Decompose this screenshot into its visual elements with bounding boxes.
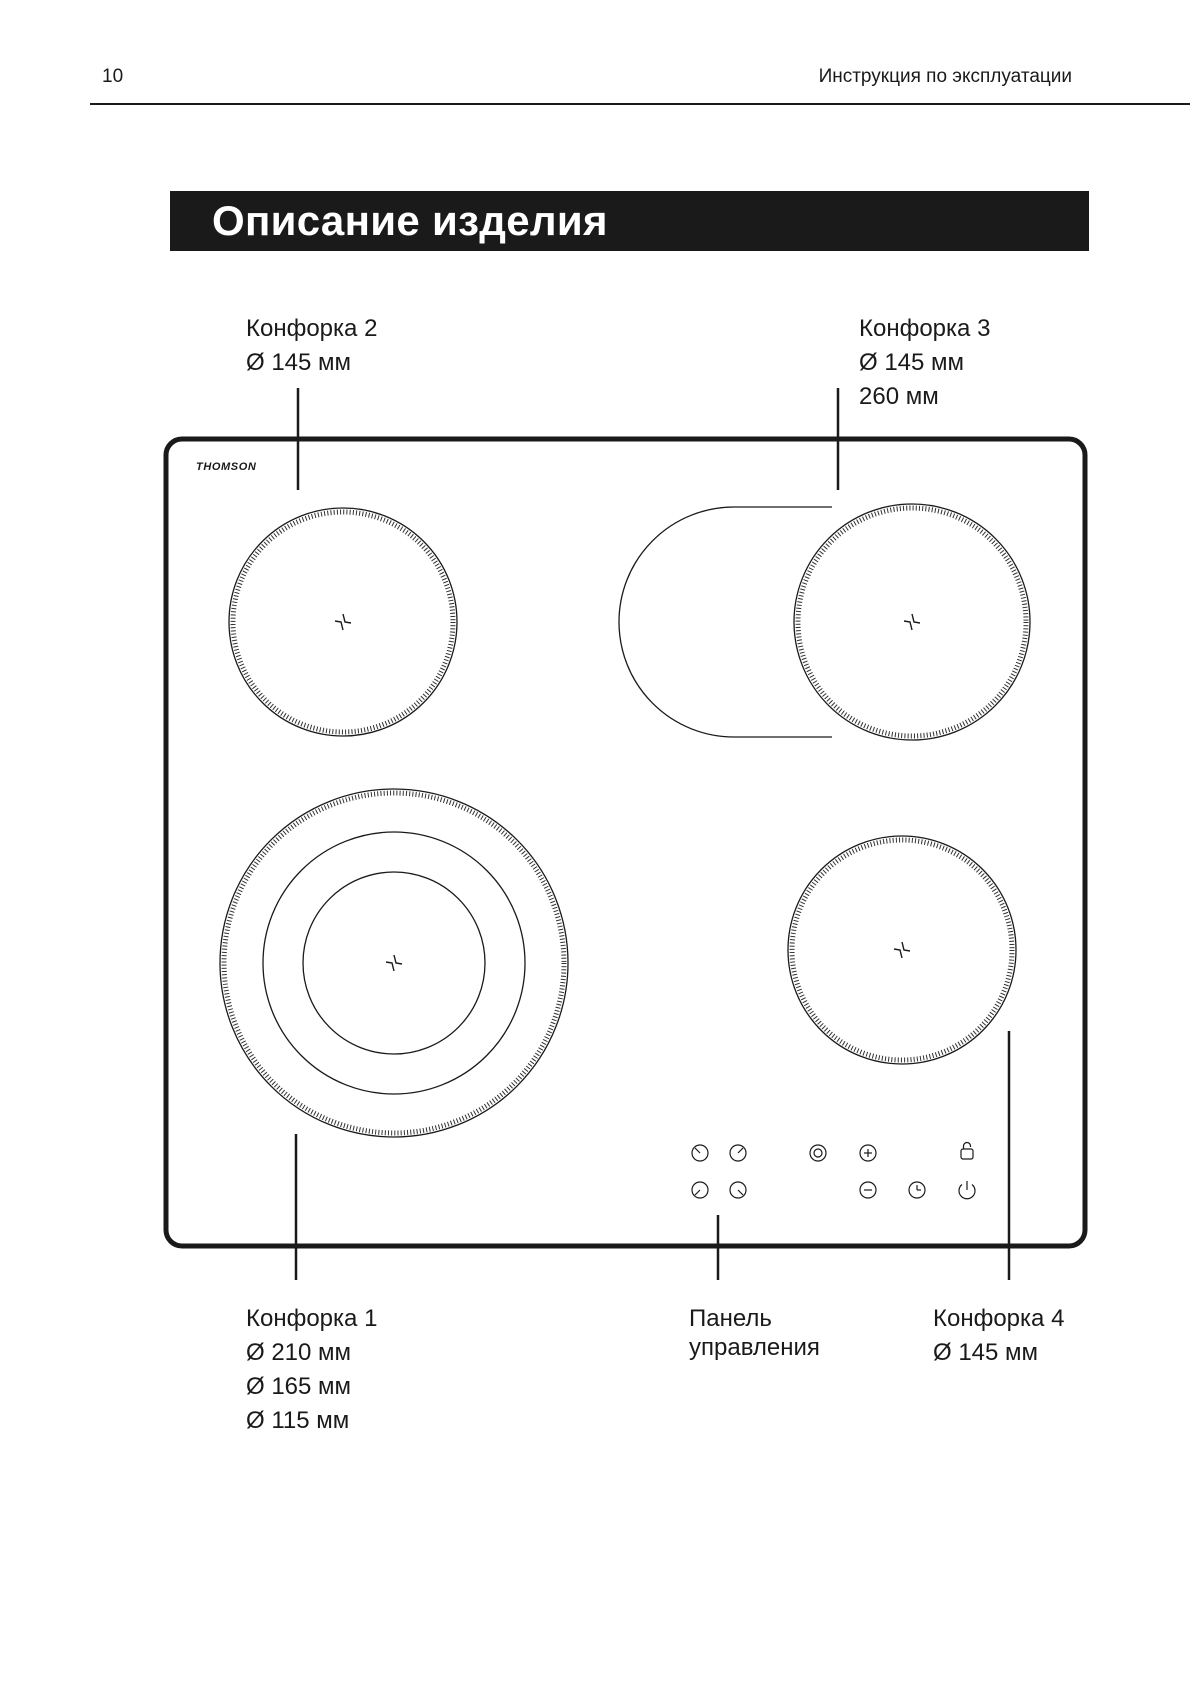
- burner-1-size-3: Ø 115 мм: [246, 1407, 350, 1434]
- power-icon[interactable]: [959, 1181, 975, 1199]
- cooktop-outline: [166, 439, 1085, 1246]
- lock-icon[interactable]: [961, 1143, 973, 1160]
- burner-3-extended-zone: [619, 507, 832, 737]
- burner-4-size: Ø 145 мм: [933, 1339, 1039, 1366]
- burner-1-size-2: Ø 165 мм: [246, 1373, 352, 1400]
- burner-3: [619, 504, 1030, 740]
- minus-icon[interactable]: [860, 1182, 876, 1198]
- burner-4-center-mark: [894, 942, 910, 958]
- dual-zone-icon[interactable]: [810, 1145, 826, 1161]
- section-title: Описание изделия: [212, 197, 608, 244]
- zone-3-select-icon[interactable]: [730, 1145, 746, 1161]
- burner-3-size-2: 260 мм: [859, 383, 939, 410]
- burner-2: [229, 508, 457, 736]
- burner-1-center-mark: [386, 955, 402, 971]
- running-title: Инструкция по эксплуатации: [818, 66, 1072, 87]
- burner-4: [788, 836, 1016, 1064]
- page-number: 10: [102, 66, 124, 87]
- burner-3-name: Конфорка 3: [859, 315, 991, 342]
- burner-3-size-1: Ø 145 мм: [859, 349, 965, 376]
- brand-logo: THOMSON: [196, 461, 257, 473]
- burner-3-center-mark: [904, 614, 920, 630]
- burner-2-name: Конфорка 2: [246, 315, 378, 342]
- burner-2-center-mark: [335, 614, 351, 630]
- control-panel-line-1: Панель: [689, 1305, 772, 1332]
- zone-1-select-icon[interactable]: [692, 1182, 708, 1198]
- clock-icon[interactable]: [909, 1182, 925, 1198]
- burner-4-name: Конфорка 4: [933, 1305, 1065, 1332]
- plus-icon[interactable]: [860, 1145, 876, 1161]
- burner-2-size: Ø 145 мм: [246, 349, 352, 376]
- burner-1-size-1: Ø 210 мм: [246, 1339, 352, 1366]
- zone-2-select-icon[interactable]: [692, 1145, 708, 1161]
- burner-1-name: Конфорка 1: [246, 1305, 378, 1332]
- control-panel-line-2: управления: [689, 1334, 820, 1361]
- zone-4-select-icon[interactable]: [730, 1182, 746, 1198]
- control-panel: [692, 1143, 975, 1199]
- burner-1: [220, 789, 568, 1137]
